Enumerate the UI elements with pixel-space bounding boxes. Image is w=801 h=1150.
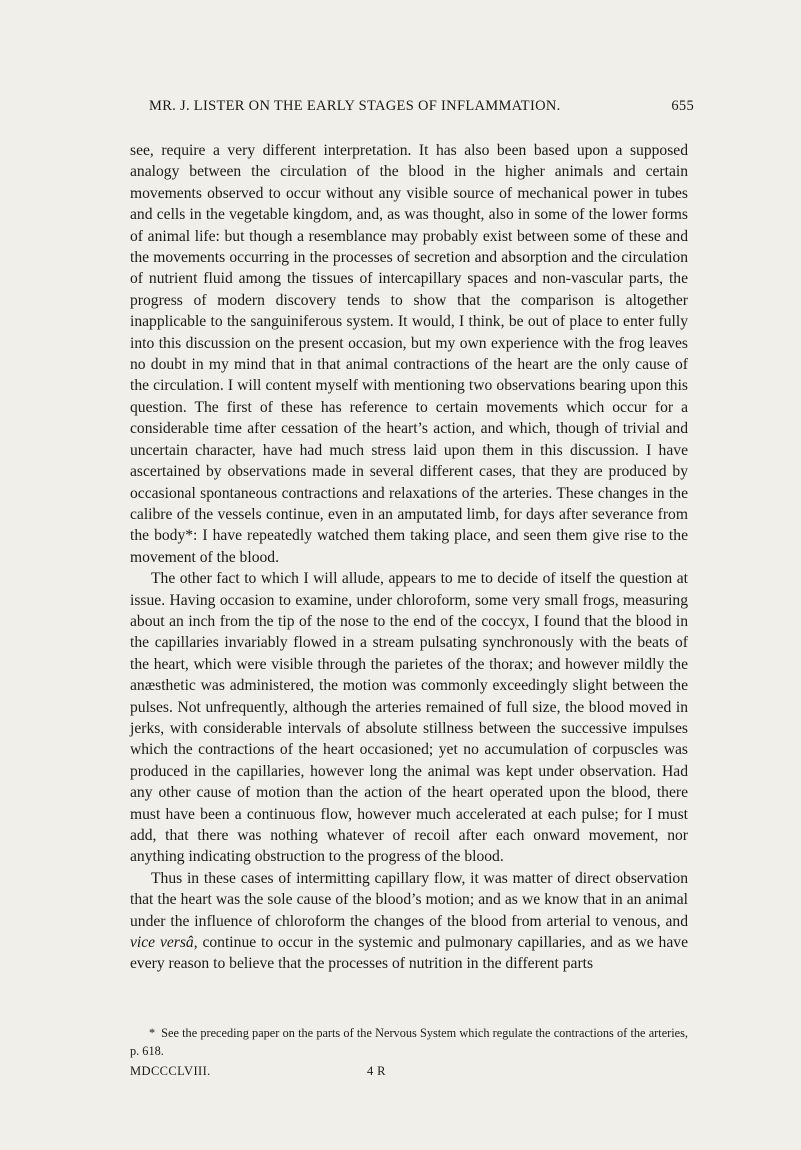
footnote (130, 1024, 688, 1060)
paragraph-1: see, require a very different interpretation. It has also been based upon a supposed analogy between the circulation of the blood in the higher animals and certain movements observed to occur without any visible source of mechanical power in tubes and cells in the vegetable kingdom, and, as was thought, also in some of the lower forms of animal life: but though a resemblance may probably exist between some of these and the movements occurring in the processes of secretion and absorption and the circulation of nutrient fluid among the tissues of intercapillary spaces and non-vascular parts, the progress of modern discovery tends to show that the comparison is altogether inapplicable to the sanguiniferous system. It would, I think, be out of place to enter fully into this discussion on the present occasion, but my own experience with the frog leaves no doubt in my mind that in that animal contractions of the heart are the only cause of the circulation. I will content myself with mentioning two observations bearing upon this question. The first of these has reference to certain movements which occur for a considerable time after cessation of the heart’s action, and which, though of trivial and uncertain character, have had much stress laid upon them in this discussion. I have ascertained by observations made in several different cases, that they are produced by occasional spontaneous contractions and relaxations of the arteries. These changes in the calibre of the vessels continue, even in an amputated limb, for days after severance from the body*: I have repeatedly watched them taking place, and seen them give rise to the movement of the blood. (130, 142, 688, 566)
body-text (130, 140, 688, 975)
paragraph-2: The other fact to which I will allude, appears to me to decide of itself the question at issue. Having occasion to examine, under chloroform, some very small frogs, measuring about an inch from the tip of the nose to the end of the coccyx, I found that the blood in the capillaries invariably flowed in a stream pulsating synchronously with the beats of the heart, which were visible through the parietes of the thorax; and however mildly the anæsthetic was administered, the motion was commonly exceedingly slight between the pulses. Not unfrequently, although the arteries remained of full size, the blood moved in jerks, with considerable intervals of absolute stillness between the successive impulses which the contractions of the heart occasioned; yet no accumulation of corpuscles was produced in the capillaries, however long the animal was kept under observation. Had any other cause of motion than the action of the heart operated upon the blood, there must have been a continuous flow, however much accelerated at each pulse; for I must add, that there was nothing whatever of recoil after each onward movement, nor anything indicating obstruction to the progress of the blood. (130, 570, 688, 866)
paragraph-3: Thus in these cases of intermitting capillary flow, it was matter of direct observation that the heart was the sole cause of the blood’s motion; and as we know that in an animal under the influence of chloroform the changes of the blood from arterial to venous, and vice versâ, continue to occur in the systemic and pulmonary capillaries, and as we have every reason to believe that the processes of nutrition in the different parts (130, 869, 688, 973)
volume-mark: MDCCCLVIII. (130, 1064, 211, 1078)
footnote-mark: * (149, 1026, 156, 1040)
signature-mark: 4 R (367, 1064, 386, 1078)
footnote-text: See the preceding paper on the parts of the Nervous System which regulate the contractions of the arteries, p. 618. (130, 1026, 688, 1058)
page-number: 655 (671, 98, 694, 114)
running-head: MR. J. LISTER ON THE EARLY STAGES OF INFLAMMATION. (149, 98, 561, 114)
italic-phrase: vice versâ (130, 934, 194, 952)
